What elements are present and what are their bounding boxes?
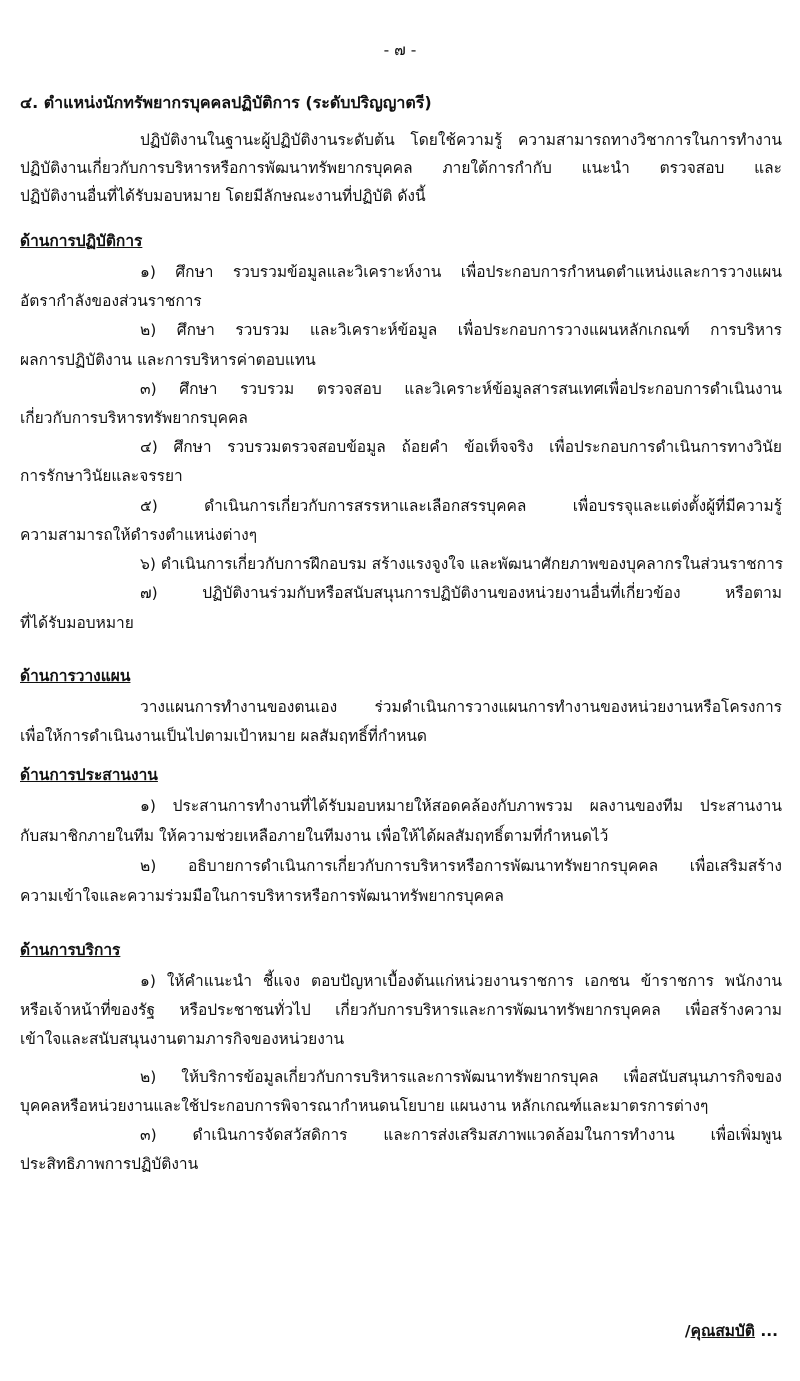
list-item-continuation: กับสมาชิกภายในทีม ให้ความช่วยเหลือภายในทีมงาน เพื่อให้ได้ผลสัมฤทธิ์ตามที่กำหนดไว้ <box>20 827 609 845</box>
continuation-marker <box>685 1318 778 1343</box>
ellipsis: ... <box>754 1322 778 1340</box>
list-item-continuation: ความสามารถให้ดำรงตำแหน่งต่างๆ <box>20 526 258 544</box>
section-heading-operations: ด้านการปฏิบัติการ <box>20 232 143 250</box>
list-item: ๑) ประสานการทำงานที่ได้รับมอบหมายให้สอดคล้องกับภาพรวม ผลงานของทีม ประสานงาน <box>140 797 782 815</box>
list-item: ๑) ศึกษา รวบรวมข้อมูลและวิเคราะห์งาน เพื่อประกอบการกำหนดตำแหน่งและการวางแผน <box>140 263 782 281</box>
list-item: ๔) ศึกษา รวบรวมตรวจสอบข้อมูล ถ้อยคำ ข้อเท็จจริง เพื่อประกอบการดำเนินการทางวินัย <box>140 438 782 456</box>
section-heading-planning: ด้านการวางแผน <box>20 667 131 685</box>
list-item-continuation: อัตรากำลังของส่วนราชการ <box>20 292 202 310</box>
list-item: ๖) ดำเนินการเกี่ยวกับการฝึกอบรม สร้างแรงจูงใจ และพัฒนาศักยภาพของบุคลากรในส่วนราชการ <box>140 555 784 573</box>
intro-line: ปฏิบัติงานเกี่ยวกับการบริหารหรือการพัฒนาทรัพยากรบุคคล ภายใต้การกำกับ แนะนำ ตรวจสอบ และ <box>20 159 782 177</box>
list-item-continuation: ที่ได้รับมอบหมาย <box>20 614 134 632</box>
position-title: ๔. ตำแหน่งนักทรัพยากรบุคคลปฏิบัติการ (ระดับปริญญาตรี) <box>20 93 432 112</box>
list-item: ๒) อธิบายการดำเนินการเกี่ยวกับการบริหารหรือการพัฒนาทรัพยากรบุคคล เพื่อเสริมสร้าง <box>140 857 782 875</box>
list-item-continuation: ผลการปฏิบัติงาน และการบริหารค่าตอบแทน <box>20 351 316 369</box>
slash: / <box>684 1322 691 1340</box>
list-item: ๓) ศึกษา รวบรวม ตรวจสอบ และวิเคราะห์ข้อมูลสารสนเทศเพื่อประกอบการดำเนินงาน <box>140 380 782 398</box>
paragraph-line: วางแผนการทำงานของตนเอง ร่วมดำเนินการวางแผนการทำงานของหน่วยงานหรือโครงการ <box>140 698 782 716</box>
list-item: ๕) ดำเนินการเกี่ยวกับการสรรหาและเลือกสรรบุคคล เพื่อบรรจุและแต่งตั้งผู้ที่มีความรู้ <box>140 497 782 515</box>
list-item-continuation: หรือเจ้าหน้าที่ของรัฐ หรือประชาชนทั่วไป เกี่ยวกับการบริหารและการพัฒนาทรัพยากรบุคคล เพื่อสร้างความ <box>20 1001 782 1019</box>
list-item-continuation: ประสิทธิภาพการปฏิบัติงาน <box>20 1155 199 1173</box>
list-item: ๗) ปฏิบัติงานร่วมกับหรือสนับสนุนการปฏิบัติงานของหน่วยงานอื่นที่เกี่ยวข้อง หรือตาม <box>140 584 782 602</box>
intro-line: ปฏิบัติงานในฐานะผู้ปฏิบัติงานระดับต้น โดยใช้ความรู้ ความสามารถทางวิชาการในการทำงาน <box>140 131 782 149</box>
section-heading-coordination: ด้านการประสานงาน <box>20 766 158 784</box>
list-item-continuation: ความเข้าใจและความร่วมมือในการบริหารหรือการพัฒนาทรัพยากรบุคคล <box>20 887 504 905</box>
intro-line: ปฏิบัติงานอื่นที่ได้รับมอบหมาย โดยมีลักษณะงานที่ปฏิบัติ ดังนี้ <box>20 187 426 205</box>
paragraph-line: เพื่อให้การดำเนินงานเป็นไปตามเป้าหมาย ผลสัมฤทธิ์ที่กำหนด <box>20 727 427 745</box>
page-number: - ๗ - <box>383 41 417 59</box>
section-heading-service: ด้านการบริการ <box>20 941 121 959</box>
next-section-label: คุณสมบัติ <box>690 1322 755 1340</box>
list-item: ๑) ให้คำแนะนำ ชี้แจง ตอบปัญหาเบื้องต้นแก่หน่วยงานราชการ เอกชน ข้าราชการ พนักงาน <box>140 972 782 990</box>
list-item: ๓) ดำเนินการจัดสวัสดิการ และการส่งเสริมสภาพแวดล้อมในการทำงาน เพื่อเพิ่มพูน <box>140 1126 782 1144</box>
list-item: ๒) ให้บริการข้อมูลเกี่ยวกับการบริหารและการพัฒนาทรัพยากรบุคล เพื่อสนับสนุนภารกิจของ <box>140 1068 782 1086</box>
list-item-continuation: เกี่ยวกับการบริหารทรัพยากรบุคคล <box>20 409 248 427</box>
list-item-continuation: เข้าใจและสนับสนุนงานตามภารกิจของหน่วยงาน <box>20 1030 345 1048</box>
list-item-continuation: บุคคลหรือหน่วยงานและใช้ประกอบการพิจารณากำหนดนโยบาย แผนงาน หลักเกณฑ์และมาตรการต่างๆ <box>20 1097 709 1115</box>
list-item-continuation: การรักษาวินัยและจรรยา <box>20 467 183 485</box>
list-item: ๒) ศึกษา รวบรวม และวิเคราะห์ข้อมูล เพื่อประกอบการวางแผนหลักเกณฑ์ การบริหาร <box>140 321 782 339</box>
